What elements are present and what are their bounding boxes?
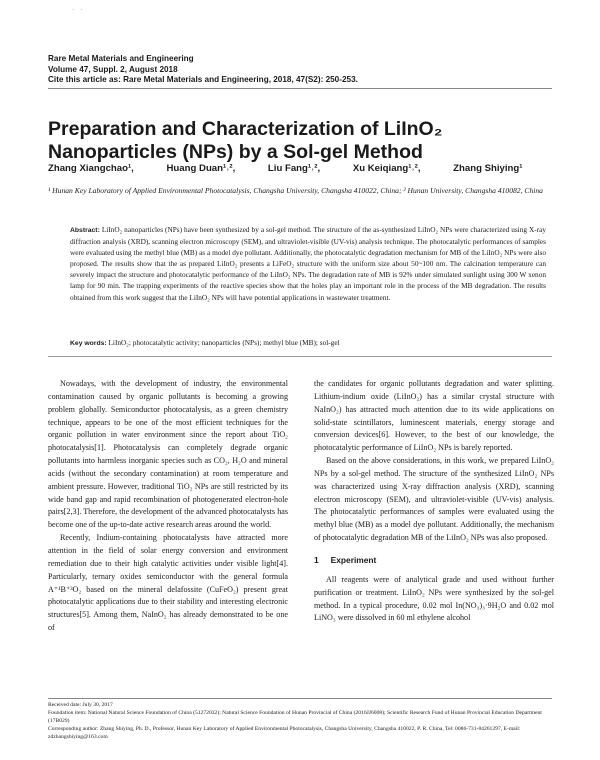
- body-paragraph: Nowadays, with the development of industry, the environmental contamination caused by organic pollutants is becoming a growing problem globally. Semiconductor photocatalysis, as a green chemistry technique, appears to be one of the most efficient techniques for the organic pollution in water environment since the report about TiO₂ photocatalysis[1]. Photocatalysis can completely degrade organic pollutants into harmless inorganic species such as CO₂, H₂O and mineral acids (without the secondary contamination) at room temperature and ambient pressure. However, traditional TiO₂ NPs are still restricted by its wide band gap and rapid recombination of photogenerated electron-hole pairs[2,3]. Therefore, the development of the advanced photocatalysts has become one of the up-to-date active research areas around the world.: [48, 379, 288, 530]
- author-list: [48, 163, 568, 174]
- keywords-text: LiInO₂; photocatalytic activity; nanoparticles (NPs); methyl blue (MB); sol-gel: [108, 338, 340, 347]
- section-heading: [314, 554, 554, 567]
- body-paragraph: Based on the above considerations, in this work, we prepared LiInO₂ NPs by a sol-gel method. The structure of the synthesized LiInO₂ NPs was characterized using X-ray diffraction analysis (XRD), scanning electron microscopy (SEM), and ultraviolet-visible (UV-vis) analysis. The photocatalytic performances of samples were evaluated using the methyl blue (MB) as a model dye pollutant. Additionally, the mechanism of photocatalytic degradation MB of the LiInO₂ NPs was also proposed.: [314, 456, 554, 543]
- body-paragraph: the candidates for organic pollutants degradation and water splitting. Lithium-indium oxide (LiInO₂) has a similar crystal structure with NaInO₂) has attracted much attention due to its wide applications on solid-state scintillators, luminescent materials, energy storage and conversion devices[6]. However, to the best of our knowledge, the photocatalytic performance of LiInO₂ NPs is barely reported.: [314, 379, 554, 453]
- abstract-text: LiInO₂ nanoparticles (NPs) have been synthesized by a sol-gel method. The structure of the as-synthesized LiInO₂ NPs were characterized using X-ray diffraction analysis (XRD), scanning electron microscopy (SEM), and ultraviolet-visible (UV-vis) analysis technique. The photocatalytic performances of samples were evaluated using the methyl blue (MB) as a model dye pollutant. Additionally, the photocatalytic degradation mechanism for MB of the LiInO₂ NPs were also proposed. The results show that the as prepared LiInO₂ presents a LiFeO₂ structure with the uniform size about 50~100 nm. The calcination temperature can severely impact the structure and photocatalytic performance of the LiInO₂ NPs. The degradation rate of MB is 92% under simulated sunlight using 300 W xenon lamp for 90 min. The trapping experiments of the reactive species show that the holes play an important role in the process of the MB degradation. The results obtained from this work suggest that the LiInO₂ NPs will have potential applications in wastewater treatment.: [70, 225, 546, 302]
- author: Liu Fang¹˒²,: [267, 163, 321, 174]
- cite-text: Rare Metal Materials and Engineering, 2018, 47(S2): 250-253.: [123, 75, 358, 85]
- body-paragraph: Recently, Indium-containing photocatalysts have attracted more attention in the field of solar energy conversion and environment remediation due to their high catalytic activities under visible light[4]. Particularly, ternary oxides semiconductor with the general formula A⁺¹B⁺³O₂ based on the mineral delafossite (CuFeO₂) present great photocatalytic applications due to their stability and interesting electronic structures[5]. Among them, NaInO₂ has already demonstrated to be one of: [48, 533, 288, 633]
- author: Zhang Shiying¹: [453, 163, 523, 174]
- keywords-label: Key words:: [70, 340, 107, 347]
- body-column-right: [314, 378, 554, 625]
- keywords: [70, 338, 546, 349]
- foundation-item: Foundation item: National Natural Science Foundation of China (51272032); Natural Science Foundation of Hunan Provincial of China (2016JJ6008); Scientific Research Fund of Hunan Provincial Education Department (17B029): [48, 710, 542, 724]
- paper-title: Preparation and Characterization of LiInO₂ Nanoparticles (NPs) by a Sol-gel Method: [48, 118, 443, 163]
- abstract-rule: [48, 356, 552, 357]
- scan-mark: · ·: [72, 6, 85, 14]
- journal-name: Rare Metal Materials and Engineering: [48, 54, 194, 63]
- author: Xu Keiqiang¹˒²,: [352, 163, 421, 174]
- corresponding-author: Corresponding author: Zhang Shiying, Ph. D., Professor, Hunan Key Laboratory of Applied Environmental Photocatalysis, Changsha University, Changsha 410022, P. R. China, Tel: 0086-731-84261297, E-mail: zdzhangshiying@163.com: [48, 726, 521, 740]
- section-title: Experiment: [330, 554, 377, 565]
- cite-label: Cite this article as:: [48, 75, 121, 85]
- section-number: 1: [314, 554, 319, 565]
- author: Zhang Xiangchao¹,: [48, 163, 134, 174]
- citation-line: [48, 75, 558, 86]
- header-rule: [48, 88, 552, 89]
- affiliations: ¹ Hunan Key Laboratory of Applied Environmental Photocatalysis, Changsha University, Changsha 410022, China; ² Hunan University, Changsha 410082, China: [48, 186, 543, 195]
- journal-header: [48, 54, 558, 86]
- journal-volume: Volume 47, Suppl. 2, August 2018: [48, 64, 178, 74]
- footnotes: [48, 701, 554, 741]
- received-date: Received date: July 30, 2017: [48, 702, 113, 708]
- abstract: [70, 224, 546, 303]
- footnote-rule: [48, 698, 552, 699]
- body-paragraph: All reagents were of analytical grade and used without further purification or treatment. LiInO₂ NPs were synthesized by the sol-gel method. In a typical procedure, 0.02 mol In(NO₃)₃·9H₂O and 0.02 mol LiNO₃ were dissolved in 60 ml ethylene alcohol: [314, 574, 554, 623]
- abstract-label: Abstract:: [70, 227, 100, 234]
- body-column-left: [48, 378, 288, 635]
- author: Huang Duan¹˒²,: [166, 163, 236, 174]
